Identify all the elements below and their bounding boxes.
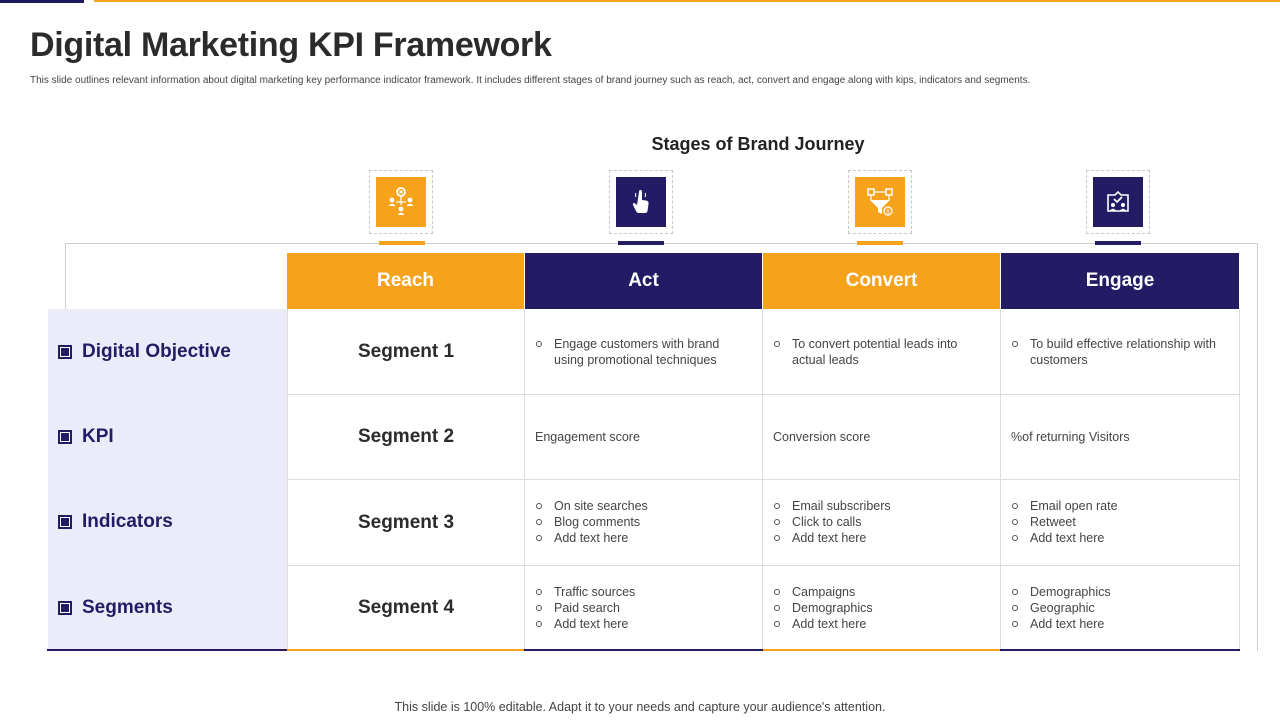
- cell-text: Conversion score: [773, 430, 871, 444]
- cell-list: [535, 498, 752, 546]
- segment-cell: Segment 4: [287, 566, 525, 650]
- row-label-text: Digital Objective: [82, 341, 231, 362]
- table-cell: [763, 480, 1001, 566]
- list-item: Geographic: [1011, 600, 1229, 616]
- square-bullet-icon: [58, 430, 72, 444]
- list-item: Campaigns: [773, 584, 990, 600]
- list-item: Email subscribers: [773, 498, 990, 514]
- segment-cell: Segment 2: [287, 395, 525, 480]
- list-item: Demographics: [1011, 584, 1229, 600]
- cell-list: [1011, 336, 1229, 368]
- column-header-reach: Reach: [287, 253, 524, 309]
- funnel-conversion-icon: [855, 177, 905, 227]
- list-item: On site searches: [535, 498, 752, 514]
- list-item: Engage customers with brand using promotional techniques: [535, 336, 752, 368]
- segment-cell: Segment 3: [287, 480, 525, 566]
- square-bullet-icon: [58, 345, 72, 359]
- square-bullet-icon: [58, 601, 72, 615]
- column-header-act: Act: [525, 253, 762, 309]
- page-subtitle: This slide outlines relevant information about digital marketing key performance indicator framework. It includes different stages of brand journey such as reach, act, convert and engage along with kips, indicators and segments.: [30, 75, 1031, 86]
- column-header-engage: Engage: [1001, 253, 1239, 309]
- list-item: Add text here: [773, 530, 990, 546]
- list-item: Add text here: [1011, 616, 1229, 632]
- top-accent-orange: [94, 0, 1280, 2]
- list-item: Add text here: [1011, 530, 1229, 546]
- row-label-digital-objective: [58, 342, 231, 362]
- cell-list: [773, 584, 990, 632]
- table-bottom-rule: [47, 649, 1240, 651]
- row-label-text: KPI: [82, 426, 114, 447]
- list-item: Add text here: [535, 530, 752, 546]
- cell-list: [535, 584, 752, 632]
- table-cell: [525, 480, 763, 566]
- table-cell: [763, 566, 1001, 650]
- column-header-convert: Convert: [763, 253, 1000, 309]
- people-network-icon: [376, 177, 426, 227]
- row-label-text: Indicators: [82, 511, 173, 532]
- table-cell: [1001, 480, 1240, 566]
- footer-note: This slide is 100% editable. Adapt it to your needs and capture your audience's attention.: [394, 700, 886, 714]
- cell-list: [773, 336, 990, 368]
- list-item: Blog comments: [535, 514, 752, 530]
- table-cell: [1001, 395, 1240, 480]
- table-cell: [763, 395, 1001, 480]
- cell-list: [773, 498, 990, 546]
- convert-bottom-accent: [763, 649, 1000, 651]
- convert-icon-underline: [857, 241, 903, 245]
- customer-engagement-icon: [1093, 177, 1143, 227]
- engage-icon-underline: [1095, 241, 1141, 245]
- table-cell: [525, 309, 763, 395]
- list-item: Demographics: [773, 600, 990, 616]
- reach-bottom-accent: [287, 649, 524, 651]
- row-label-text: Segments: [82, 597, 173, 618]
- table-cell: [1001, 309, 1240, 395]
- reach-icon-frame: [369, 170, 433, 234]
- cell-list: [1011, 584, 1229, 632]
- row-label-indicators: [58, 512, 173, 532]
- convert-icon-frame: [848, 170, 912, 234]
- table-cell: [1001, 566, 1240, 650]
- table-cell: [763, 309, 1001, 395]
- page-title: Digital Marketing KPI Framework: [30, 26, 552, 64]
- list-item: Add text here: [773, 616, 990, 632]
- reach-icon-underline: [379, 241, 425, 245]
- list-item: Paid search: [535, 600, 752, 616]
- cell-list: [1011, 498, 1229, 546]
- list-item: Add text here: [535, 616, 752, 632]
- list-item: Retweet: [1011, 514, 1229, 530]
- cell-text: %of returning Visitors: [1011, 430, 1130, 444]
- table-cell: [525, 395, 763, 480]
- act-icon-underline: [618, 241, 664, 245]
- list-item: Click to calls: [773, 514, 990, 530]
- list-item: Email open rate: [1011, 498, 1229, 514]
- table-cell: [525, 566, 763, 650]
- top-accent-navy: [0, 0, 84, 3]
- square-bullet-icon: [58, 515, 72, 529]
- row-label-kpi: [58, 427, 114, 447]
- segment-cell: Segment 1: [287, 309, 525, 395]
- cell-list: [535, 336, 752, 368]
- list-item: To build effective relationship with customers: [1011, 336, 1229, 368]
- row-label-segments: [58, 598, 173, 618]
- pointing-hand-icon: [616, 177, 666, 227]
- engage-icon-frame: [1086, 170, 1150, 234]
- stages-title: Stages of Brand Journey: [651, 134, 865, 154]
- cell-text: Engagement score: [535, 430, 640, 444]
- list-item: To convert potential leads into actual leads: [773, 336, 990, 368]
- svg-text:$: $: [886, 208, 890, 216]
- list-item: Traffic sources: [535, 584, 752, 600]
- act-icon-frame: [609, 170, 673, 234]
